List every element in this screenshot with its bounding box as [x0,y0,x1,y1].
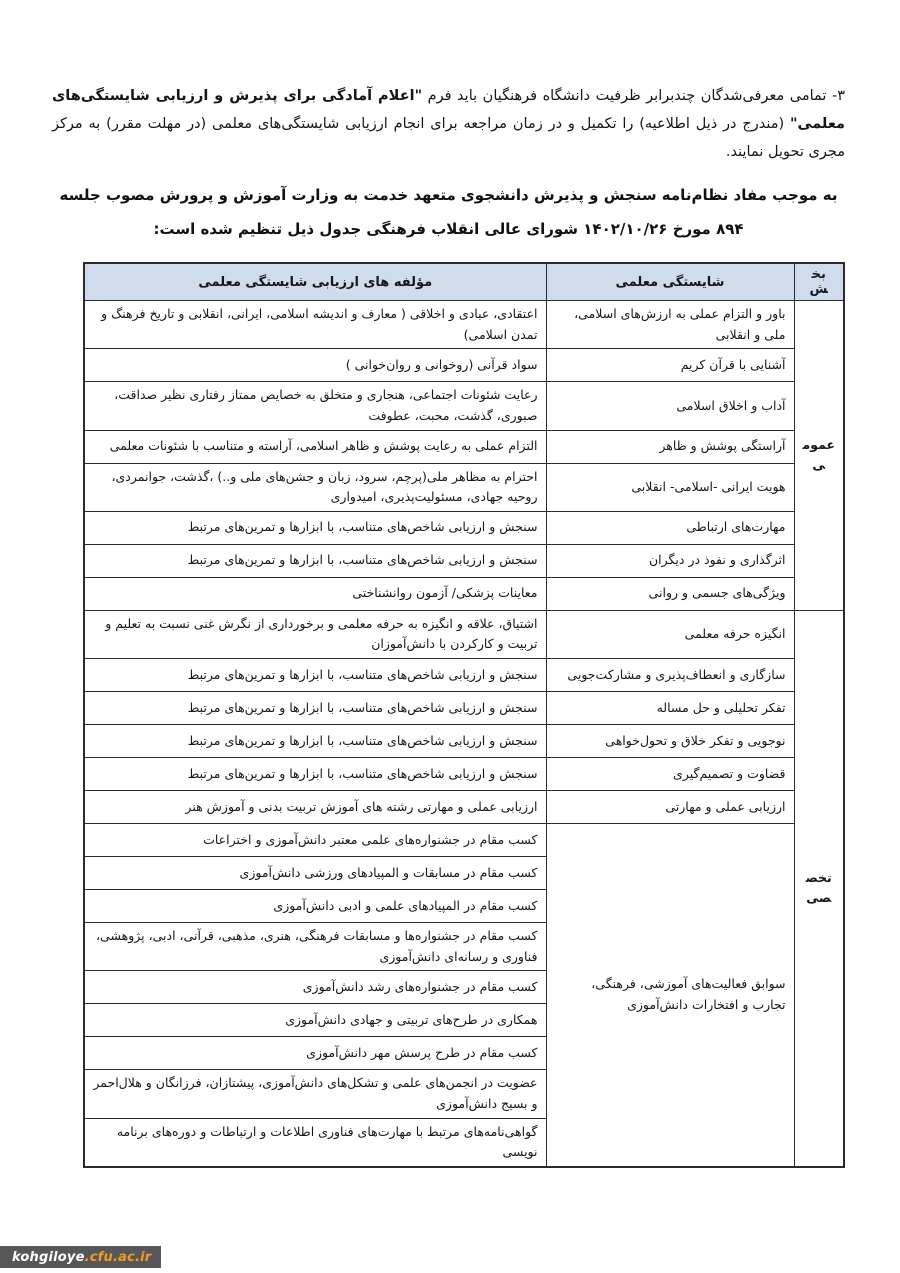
competency-cell: انگیزه حرفه معلمی [546,610,794,658]
competency-table-head [84,263,844,301]
section-cell-1: تخصصی [794,610,844,1167]
competency-cell: سوابق فعالیت‌های آموزشی، فرهنگی، تجارب و افتخارات دانش‌آموزی [546,824,794,1167]
header-components: مؤلفه های ارزیابی شایستگی معلمی [84,263,546,301]
table-row [84,544,844,577]
competency-table-wrap [85,262,845,1168]
component-cell: گواهی‌نامه‌های مرتبط با مهارت‌های فناوری اطلاعات و ارتباطات و دوره‌های برنامه نویسی [84,1118,546,1167]
component-cell: اشتیاق، علاقه و انگیزه به حرفه معلمی و برخورداری از نگرش غنی نسبت به تعلیم و تربیت و کارکردن با دانش‌آموزان [84,610,546,658]
competency-cell: تفکر تحلیلی و حل مساله [546,692,794,725]
component-cell: کسب مقام در طرح پرسش مهر دانش‌آموزی [84,1037,546,1070]
table-row [84,692,844,725]
intro-paragraph [52,82,845,166]
component-cell: سنجش و ارزیابی شاخص‌های متناسب، با ابزارها و تمرین‌های مرتبط [84,692,546,725]
table-row [84,577,844,610]
table-row [84,382,844,430]
competency-cell: نوجویی و تفکر خلاق و تحول‌خواهی [546,725,794,758]
component-cell: احترام به مظاهر ملی(پرچم، سرود، زبان و جشن‌های ملی و..) ،گذشت، جوانمردی، روحیه جهادی، مسئولیت‌پذیری، امیدواری [84,463,546,511]
competency-cell: آداب و اخلاق اسلامی [546,382,794,430]
intro-text-end: (مندرج در ذیل اطلاعیه) را تکمیل و در زمان مراجعه برای انجام ارزیابی شایستگی‌های معلمی (در مهلت مقرر) به مرکز مجری تحویل نمایند. [52,116,845,160]
competency-cell: سازگاری و انعطاف‌پذیری و مشارکت‌جویی [546,659,794,692]
competency-cell: مهارت‌های ارتباطی [546,511,794,544]
regulation-heading: به موجب مفاد نظام‌نامه سنجش و پذیرش دانشجوی متعهد خدمت به وزارت آموزش و پرورش مصوب جلسه ۸۹۴ مورخ ۱۴۰۲/۱۰/۲۶ شورای عالی انقلاب فرهنگی جدول ذیل تنظیم شده است: [59,186,838,238]
component-cell: معاینات پزشکی/ آزمون روانشناختی [84,577,546,610]
competency-cell: ارزیابی عملی و مهارتی [546,791,794,824]
component-cell: اعتقادی، عبادی و اخلاقی ( معارف و اندیشه اسلامی، ایرانی، انقلابی و تاریخ فرهنگ و تمدن اسلامی) [84,301,546,349]
table-row [84,610,844,658]
component-cell: سنجش و ارزیابی شاخص‌های متناسب، با ابزارها و تمرین‌های مرتبط [84,758,546,791]
table-row [84,725,844,758]
table-row [84,511,844,544]
competency-table-body [84,301,844,1167]
watermark-site: kohgiloye [12,1249,85,1265]
component-cell: التزام عملی به رعایت پوشش و ظاهر اسلامی، آراسته و متناسب با شئونات معلمی [84,430,546,463]
component-cell: سنجش و ارزیابی شاخص‌های متناسب، با ابزارها و تمرین‌های مرتبط [84,544,546,577]
header-competency: شایستگی معلمی [546,263,794,301]
header-section: بخش [794,263,844,301]
component-cell: سنجش و ارزیابی شاخص‌های متناسب، با ابزارها و تمرین‌های مرتبط [84,511,546,544]
table-row [84,430,844,463]
component-cell: کسب مقام در جشنواره‌ها و مسابقات فرهنگی، هنری، مذهبی، قرآنی، ادبی، پژوهشی، فناوری و رسانه‌ای دانش‌آموزی [84,923,546,971]
component-cell: کسب مقام در المپیادهای علمی و ادبی دانش‌آموزی [84,890,546,923]
component-cell: کسب مقام در جشنواره‌های علمی معتبر دانش‌آموزی و اختراعات [84,824,546,857]
competency-cell: اثرگذاری و نفوذ در دیگران [546,544,794,577]
component-cell: رعایت شئونات اجتماعی، هنجاری و متخلق به خصایص ممتاز رفتاری نظیر صداقت، صبوری، گذشت، محبت، عطوفت [84,382,546,430]
component-cell: کسب مقام در جشنواره‌های رشد دانش‌آموزی [84,971,546,1004]
table-row [84,758,844,791]
competency-cell: باور و التزام عملی به ارزش‌های اسلامی، ملی و انقلابی [546,301,794,349]
watermark-badge [0,1246,161,1268]
table-row [84,301,844,349]
table-row [84,824,844,857]
table-row [84,659,844,692]
component-cell: کسب مقام در مسابقات و المپیادهای ورزشی دانش‌آموزی [84,857,546,890]
component-cell: سنجش و ارزیابی شاخص‌های متناسب، با ابزارها و تمرین‌های مرتبط [84,725,546,758]
table-row [84,349,844,382]
competency-cell: هویت ایرانی -اسلامی- انقلابی [546,463,794,511]
header-row [84,263,844,301]
competency-cell: ویژگی‌های جسمی و روانی [546,577,794,610]
component-cell: ارزیابی عملی و مهارتی رشته های آموزش تربیت بدنی و آموزش هنر [84,791,546,824]
competency-cell: قضاوت و تصمیم‌گیری [546,758,794,791]
table-row [84,791,844,824]
intro-text-start: ۳- تمامی معرفی‌شدگان چندبرابر ظرفیت دانشگاه فرهنگیان باید فرم [422,88,845,104]
section-cell-0: عمومی [794,301,844,611]
component-cell: سواد قرآنی (روخوانی و روان‌خوانی ) [84,349,546,382]
intro-form-name: "اعلام آمادگی برای پذیرش و ارزیابی شایستگی‌های معلمی" [52,88,845,132]
competency-cell: آشنایی با قرآن کریم [546,349,794,382]
component-cell: سنجش و ارزیابی شاخص‌های متناسب، با ابزارها و تمرین‌های مرتبط [84,659,546,692]
component-cell: عضویت در انجمن‌های علمی و تشکل‌های دانش‌آموزی، پیشتازان، فرزانگان و هلال‌احمر و بسیج دانش‌آموزی [84,1070,546,1118]
competency-cell: آراستگی پوشش و ظاهر [546,430,794,463]
component-cell: همکاری در طرح‌های تربیتی و جهادی دانش‌آموزی [84,1004,546,1037]
watermark-domain: .cfu.ac.ir [84,1249,152,1265]
competency-table [83,262,845,1168]
table-row [84,463,844,511]
